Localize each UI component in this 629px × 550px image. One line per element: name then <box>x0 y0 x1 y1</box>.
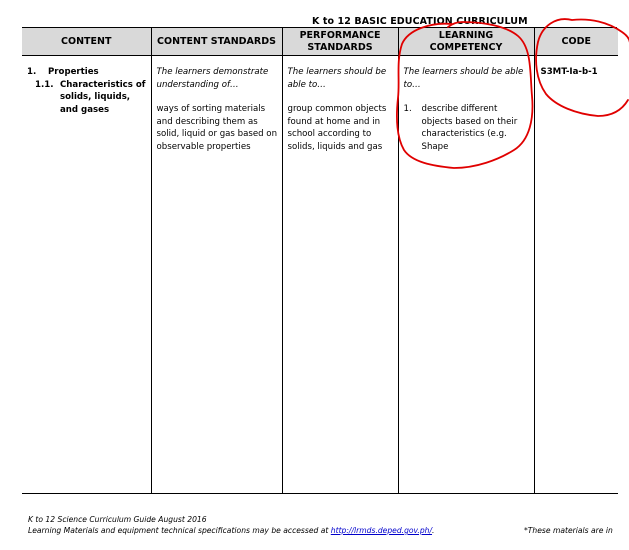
header-code: CODE <box>534 28 618 56</box>
header-performance-standards <box>282 28 398 56</box>
header-performance-standards-line2: STANDARDS <box>307 41 373 53</box>
footer-note: *These materials are in <box>524 526 613 535</box>
learning-competency-item-text: describe different objects based on their characteristics (e.g. Shape <box>421 104 518 152</box>
header-learning-competency-line2: COMPETENCY <box>429 41 503 53</box>
learning-competency-cell <box>398 56 534 494</box>
footer-materials-line <box>28 526 434 535</box>
learning-competency-item <box>404 103 530 153</box>
code-cell: S3MT-Ia-b-1 <box>534 56 618 494</box>
footer-materials-text: Learning Materials and equipment technical specifications may be accessed at <box>28 526 331 535</box>
footer-guide-line: K to 12 Science Curriculum Guide August 2016 <box>28 515 207 524</box>
content-item-number: 1. <box>27 67 37 77</box>
header-content: CONTENT <box>22 28 151 56</box>
content-subitem-number: 1.1. <box>35 79 54 90</box>
performance-standards-text: group common objects found at home and in school according to solids, liquids and gas <box>287 104 387 152</box>
footer-materials-suffix: . <box>432 526 435 535</box>
content-subitem <box>27 79 147 117</box>
learning-competency-item-number: 1. <box>403 104 412 114</box>
content-standards-cell <box>151 56 282 494</box>
page-header: K to 12 BASIC EDUCATION CURRICULUM <box>312 16 528 27</box>
performance-standards-cell <box>282 56 398 494</box>
table-header-row <box>22 28 618 56</box>
curriculum-table <box>22 28 618 494</box>
content-cell <box>22 56 151 494</box>
content-item-label: Properties <box>48 67 99 77</box>
header-performance-standards-line1: PERFORMANCE <box>299 29 381 41</box>
performance-standards-intro: The learners should be able to… <box>287 67 387 90</box>
content-subitem-label: Characteristics of solids, liquids, and gases <box>60 79 146 115</box>
content-standards-intro: The learners demonstrate understanding of… <box>156 67 269 90</box>
learning-competency-intro: The learners should be able to… <box>403 67 524 90</box>
header-learning-competency-line1: LEARNING <box>438 29 494 41</box>
table-row <box>22 56 618 494</box>
content-item <box>27 66 147 79</box>
header-learning-competency <box>398 28 534 56</box>
header-content-standards: CONTENT STANDARDS <box>151 28 282 56</box>
lrmds-link[interactable]: http://lrmds.deped.gov.ph/ <box>330 526 433 535</box>
content-standards-text: ways of sorting materials and describing them as solid, liquid or gas based on observable properties <box>156 104 278 152</box>
